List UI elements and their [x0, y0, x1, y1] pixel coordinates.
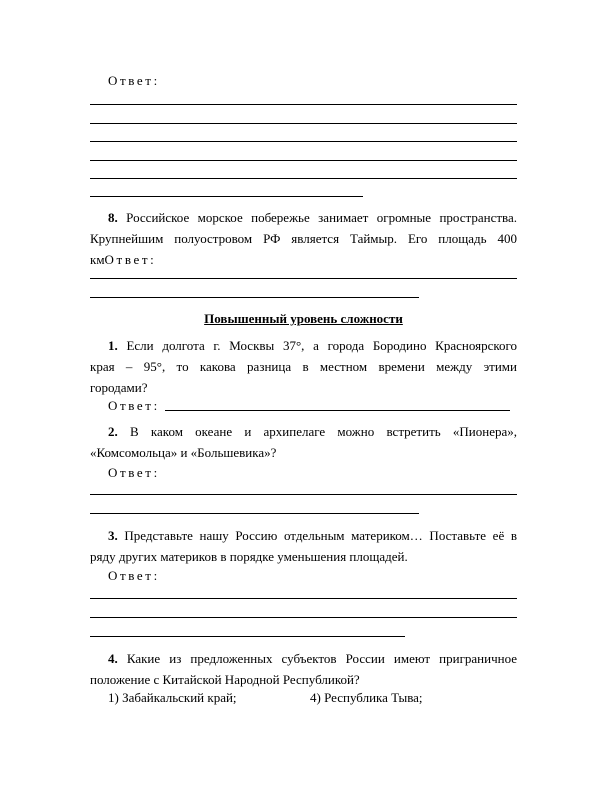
option-4[interactable]: 4) Республика Тыва;	[310, 690, 423, 705]
answer-line[interactable]	[90, 196, 363, 197]
answer-line[interactable]	[90, 141, 517, 142]
question-8-text-1: Российское морское побережье занимает огромные пространства.	[126, 210, 518, 225]
question-8-line-1	[90, 207, 517, 228]
question-4-line-2: положение с Китайской Народной Республикой?	[90, 672, 360, 687]
question-1	[90, 335, 517, 398]
question-2-number: 2.	[108, 424, 118, 439]
question-8-text-3: км	[90, 252, 105, 267]
question-1-line-1	[90, 335, 517, 356]
question-2-line-1	[90, 421, 517, 442]
answer-label-top: Ответ:	[108, 73, 160, 88]
answer-label-q3: Ответ:	[108, 568, 160, 583]
question-1-line-2: края – 95°, то какова разница в местном времени между этими	[90, 359, 517, 374]
question-3-line-2: ряду других материков в порядке уменьшения площадей.	[90, 549, 408, 564]
question-3	[90, 525, 517, 567]
answer-line[interactable]	[90, 598, 517, 599]
question-1-number: 1.	[108, 338, 118, 353]
question-4	[90, 648, 517, 690]
option-1[interactable]: 1) Забайкальский край;	[108, 690, 237, 705]
answer-line[interactable]	[90, 178, 517, 179]
answer-line[interactable]	[90, 160, 517, 161]
question-2	[90, 421, 517, 463]
question-3-line-1	[90, 525, 517, 546]
question-8-number: 8.	[108, 210, 118, 225]
question-3-number: 3.	[108, 528, 118, 543]
question-1-line-3: городами?	[90, 380, 148, 395]
answer-line[interactable]	[90, 123, 517, 124]
answer-line[interactable]	[90, 636, 405, 637]
question-4-text-1: Какие из предложенных субъектов России имеют приграничное	[126, 651, 518, 666]
question-4-line-1	[90, 648, 517, 669]
answer-line[interactable]	[90, 104, 517, 105]
question-8	[90, 207, 517, 270]
question-1-text-1: Если долгота г. Москвы 37°, а города Бородино Красноярского	[126, 338, 518, 353]
question-8-line-2: Крупнейшим полуостровом РФ является Таймыр. Его площадь 400	[90, 231, 517, 246]
question-2-line-2: «Комсомольца» и «Большевика»?	[90, 445, 277, 460]
answer-label-q2: Ответ:	[108, 465, 160, 480]
question-2-text-1: В каком океане и архипелаге можно встретить «Пионера»,	[130, 424, 518, 439]
answer-label-q1: Ответ:	[108, 398, 160, 413]
answer-line[interactable]	[90, 513, 419, 514]
question-4-number: 4.	[108, 651, 118, 666]
question-8-line-3	[90, 249, 517, 270]
answer-line[interactable]	[165, 410, 510, 411]
answer-line[interactable]	[90, 297, 419, 298]
answer-line[interactable]	[90, 494, 517, 495]
answer-label-q8: Ответ:	[104, 252, 157, 267]
section-title: Повышенный уровень сложности	[204, 311, 403, 326]
answer-line[interactable]	[90, 278, 517, 279]
answer-line[interactable]	[90, 617, 517, 618]
question-3-text-1: Представьте нашу Россию отдельным материком… Поставьте её в	[124, 528, 517, 543]
